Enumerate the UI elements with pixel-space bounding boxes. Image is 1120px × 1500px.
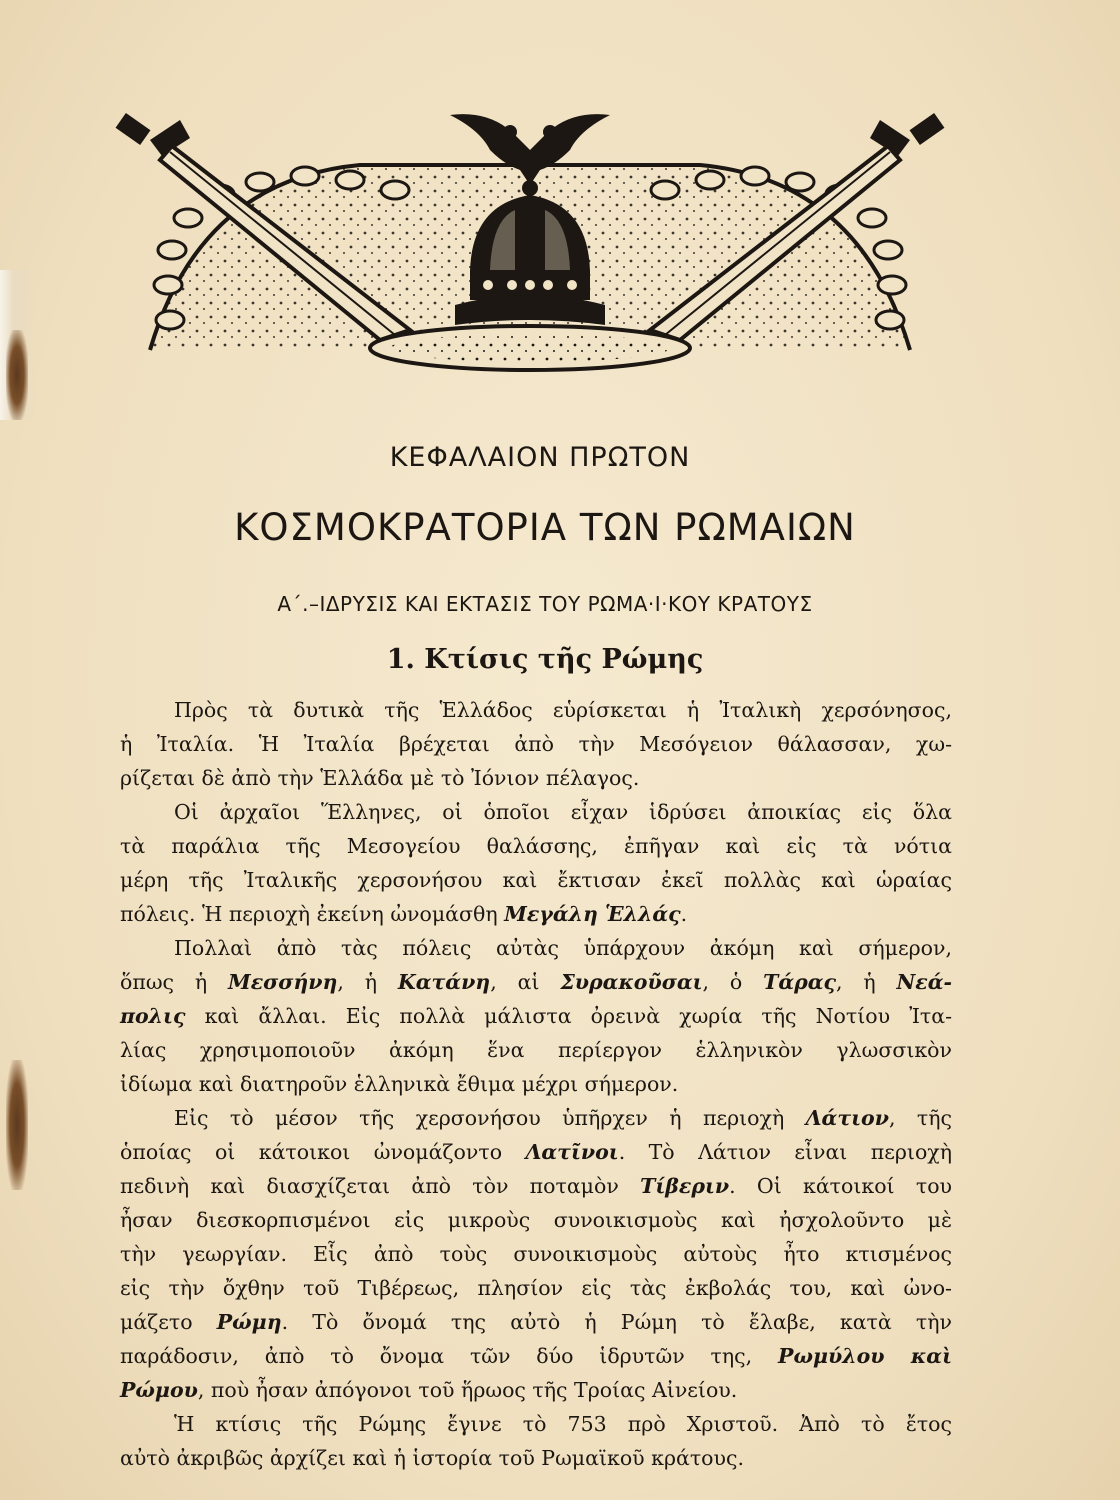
text-line: ὁποίας οἱ κάτοικοι ὠνομάζοντο Λατῖνοι. Τὸ Λάτιον εἶναι περιοχὴ (120, 1140, 952, 1164)
text-line: Πολλαὶ ἀπὸ τὰς πόλεις αὐτὰς ὑπάρχουν ἀκόμη καὶ σήμερον, (174, 936, 952, 960)
chapter-title: ΚΟΣΜΟΚΡΑΤΟΡΙΑ ΤΩΝ ΡΩΜΑΙΩΝ (234, 506, 856, 549)
text-line: Οἱ ἀρχαῖοι Ἕλληνες, οἱ ὁποῖοι εἶχαν ἱδρύσει ἀποικίας εἰς ὅλα (174, 800, 952, 824)
body-text (120, 693, 952, 1475)
binding-stain (6, 330, 28, 420)
paragraph (120, 931, 952, 1101)
text-line: Εἰς τὸ μέσον τῆς χερσονήσου ὑπῆρχεν ἡ περιοχὴ Λάτιον, τῆς (174, 1106, 952, 1130)
text-line: τὰ παράλια τῆς Μεσογείου θαλάσσης, ἐπῆγαν καὶ εἰς τὰ νότια (120, 834, 952, 858)
text-line: τὴν γεωργίαν. Εἷς ἀπὸ τοὺς συνοικισμοὺς αὐτοὺς ἦτο κτισμένος (120, 1242, 952, 1266)
text-line: Ἡ κτίσις τῆς Ρώμης ἔγινε τὸ 753 πρὸ Χριστοῦ. Ἀπὸ τὸ ἔτος (174, 1412, 952, 1436)
text-line: μάζετο Ρώμη. Τὸ ὄνομά της αὐτὸ ἡ Ρώμη τὸ ἔλαβε, κατὰ τὴν (120, 1310, 952, 1334)
text-line: μέρη τῆς Ἰταλικῆς χερσονήσου καὶ ἔκτισαν ἐκεῖ πολλὰς καὶ ὡραίας (120, 868, 952, 892)
paragraph (120, 795, 952, 931)
text-line: ἡ Ἰταλία. Ἡ Ἰταλία βρέχεται ἀπὸ τὴν Μεσόγειον θάλασσαν, χω- (120, 732, 952, 756)
text-line: ρίζεται δὲ ἀπὸ τὴν Ἑλλάδα μὲ τὸ Ἰόνιον πέλαγος. (120, 766, 640, 790)
text-line: πόλεις. Ἡ περιοχὴ ἐκείνη ὠνομάσθη Μεγάλη Ἑλλάς. (120, 902, 688, 926)
text-line: λίας χρησιμοποιοῦν ἀκόμη ἕνα περίεργον ἑλληνικὸν γλωσσικὸν (120, 1038, 952, 1062)
text-line: ὅπως ἡ Μεσσήνη, ἡ Κατάνη, αἱ Συρακοῦσαι, ὁ Τάρας, ἡ Νεά- (120, 970, 952, 994)
text-line: παράδοσιν, ἀπὸ τὸ ὄνομα τῶν δύο ἱδρυτῶν της, Ρωμύλου καὶ (120, 1344, 952, 1368)
paragraph (120, 1101, 952, 1407)
binding-stain (6, 1060, 28, 1190)
text-line: αὐτὸ ἀκριβῶς ἀρχίζει καὶ ἡ ἱστορία τοῦ Ρωμαϊκοῦ κράτους. (120, 1446, 744, 1470)
text-line: πεδινὴ καὶ διασχίζεται ἀπὸ τὸν ποταμὸν Τίβεριν. Οἱ κάτοικοί του (120, 1174, 953, 1198)
text-line: ἦσαν διεσκορπισμένοι εἰς μικροὺς συνοικισμοὺς καὶ ἠσχολοῦντο μὲ (120, 1208, 952, 1232)
text-line: Ρώμου, ποὺ ἦσαν ἀπόγονοι τοῦ ἥρωος τῆς Τροίας Αἰνείου. (120, 1378, 738, 1402)
text-line: Πρὸς τὰ δυτικὰ τῆς Ἑλλάδος εὑρίσκεται ἡ Ἰταλικὴ χερσόνησος, (174, 698, 952, 722)
text-line: πολις καὶ ἄλλαι. Εἰς πολλὰ μάλιστα ὀρεινὰ χωρία τῆς Νοτίου Ἰτα- (120, 1004, 952, 1028)
text-line: ἰδίωμα καὶ διατηροῦν ἑλληνικὰ ἔθιμα μέχρι σήμερον. (120, 1072, 679, 1096)
section-title: Α΄.–ΙΔΡΥΣΙΣ ΚΑΙ ΕΚΤΑΣΙΣ ΤΟΥ ΡΩΜΑ·Ι·ΚΟΥ ΚΡΑΤΟΥΣ (277, 592, 813, 616)
text-line: εἰς τὴν ὄχθην τοῦ Τιβέρεως, πλησίον εἰς τὰς ἐκβολάς του, καὶ ὠνο- (120, 1276, 952, 1300)
chapter-label: ΚΕΦΑΛΑΙΟΝ ΠΡΩΤΟΝ (389, 442, 691, 473)
paragraph (120, 693, 952, 795)
subsection-title: 1. Κτίσις τῆς Ρώμης (386, 644, 704, 675)
paragraph (120, 1407, 952, 1475)
headpiece-ornament (110, 90, 950, 380)
